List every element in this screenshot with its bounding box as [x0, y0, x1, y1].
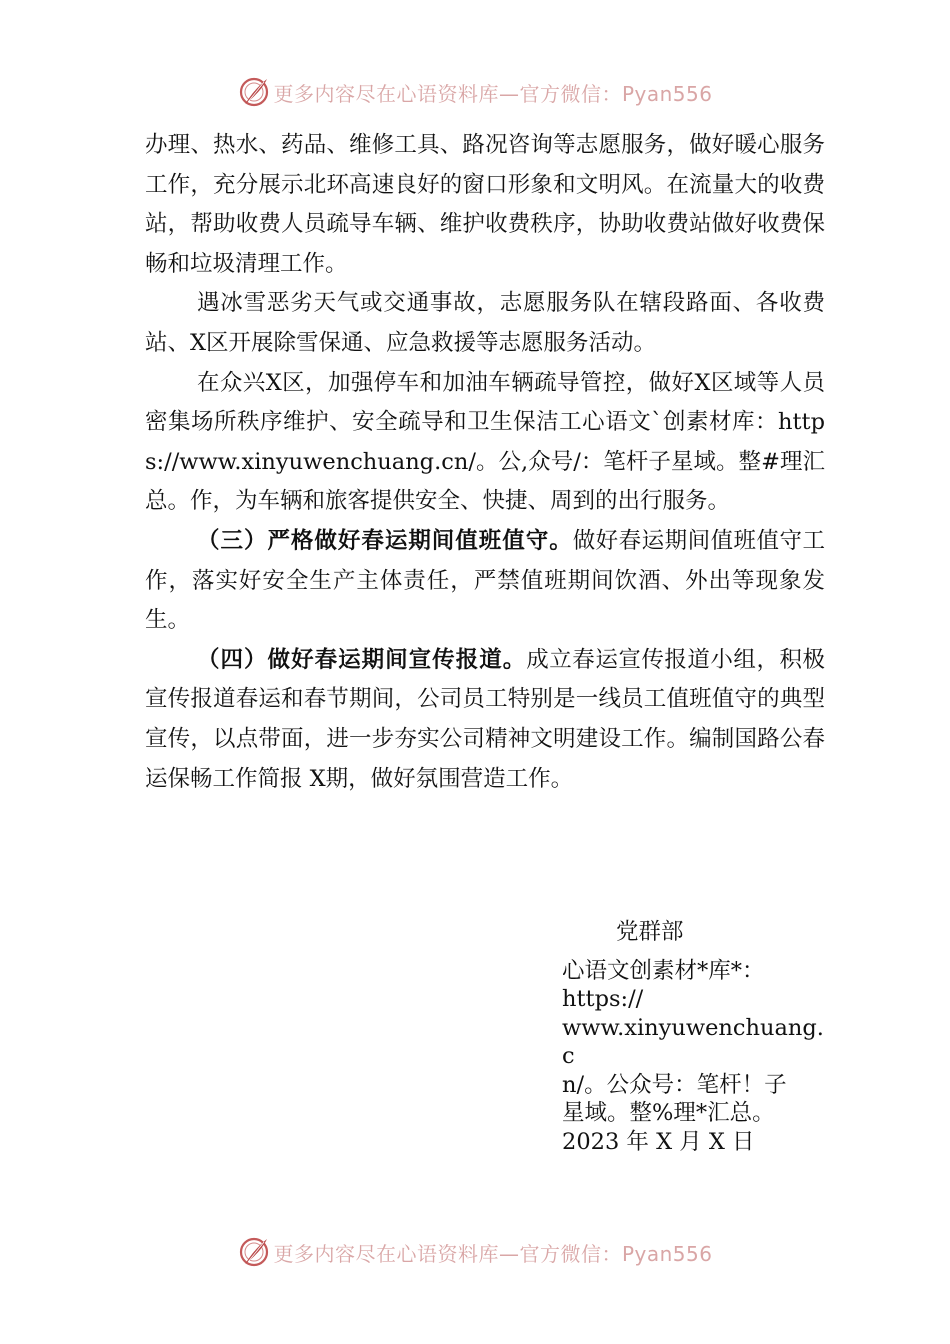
signature-line: https:// — [562, 986, 644, 1012]
section-four-paragraph — [145, 641, 825, 799]
signature-department: 党群部 — [616, 919, 684, 945]
signature-line: 星域。整%理*汇总。 — [562, 1100, 775, 1126]
feather-seal-icon — [237, 1235, 271, 1269]
paragraph-1-text: 办理、热水、药品、维修工具、路况咨询等志愿服务，做好暖心服务工作，充分展示北环高速良好的窗口形象和文明风。在流量大的收费站，帮助收费人员疏导车辆、维护收费秩序，协助收费站做好收费保畅和垃圾清理工作。 — [145, 132, 825, 277]
signature-line: n/。公众号：笔杆！子 — [562, 1071, 787, 1098]
signature-line: www.xinyuwenchuang.c — [562, 1014, 824, 1069]
signature-line: 心语文创素材*库*： — [562, 957, 765, 984]
section-three-paragraph — [145, 522, 825, 641]
footer-watermark-text: 更多内容尽在心语资料库—官方微信：Pyan556 — [273, 1241, 713, 1266]
feather-seal-icon — [237, 75, 271, 109]
header-watermark-banner — [0, 72, 950, 112]
paragraph-3-text: 在众兴X区，加强停车和加油车辆疏导管控，做好X区域等人员密集场所秩序维护、安全疏导和卫生保洁工心语文`创素材库：https://www.xinyuwenchuang.cn/。公,众号/：笔杆子星域。整#理汇总。作，为车辆和旅客提供安全、快捷、周到的出行服务。 — [145, 369, 825, 515]
paragraph-3 — [145, 364, 825, 522]
signature-date: 2023 年 X 月 X 日 — [562, 1128, 755, 1155]
section-three-heading: （三）严格做好春运期间值班值守。 — [197, 527, 573, 554]
section-four-heading: （四）做好春运期间宣传报道。 — [197, 646, 527, 673]
paragraph-2 — [145, 284, 825, 363]
paragraph-1 — [145, 126, 825, 284]
section-three-text: 做好春运期间值班值守工作，落实好安全生产主体责任，严禁值班期间饮酒、外出等现象发生。 — [145, 527, 825, 634]
header-watermark-text: 更多内容尽在心语资料库—官方微信：Pyan556 — [273, 81, 713, 106]
section-four-text: 成立春运宣传报道小组，积极宣传报道春运和春节期间，公司员工特别是一线员工值班值守的典型宣传，以点带面，进一步夯实公司精神文明建设工作。编制国路公春运保畅工作简报 X期，做好氛围营造工作。 — [145, 646, 825, 792]
footer-watermark-banner — [0, 1232, 950, 1272]
signature-block — [562, 918, 824, 1156]
paragraph-2-text: 遇冰雪恶劣天气或交通事故，志愿服务队在辖段路面、各收费站、X区开展除雪保通、应急救援等志愿服务活动。 — [145, 290, 825, 356]
document-body — [145, 126, 825, 799]
